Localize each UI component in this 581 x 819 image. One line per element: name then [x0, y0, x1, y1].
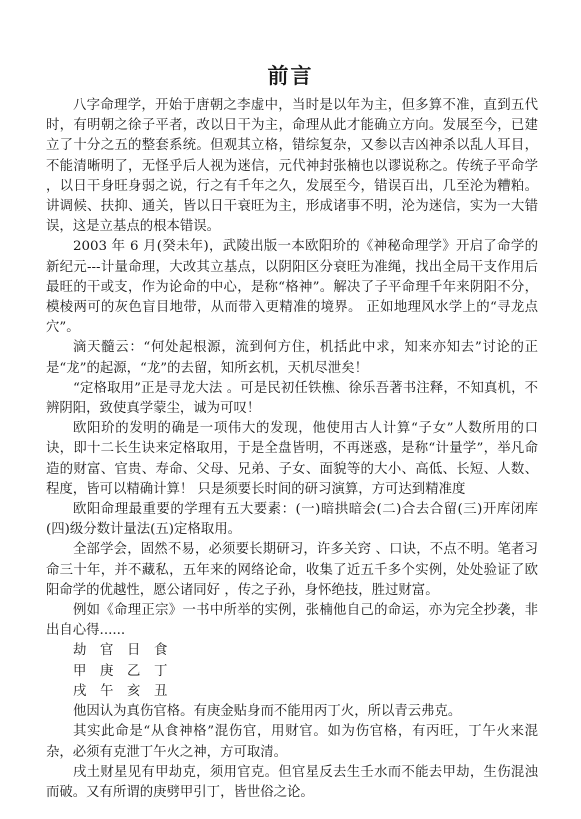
ganzhi-cell: 丑 [154, 683, 168, 699]
page-title: 前言 [267, 63, 314, 88]
paragraph-five-elements: 欧阳命理最重要的学理有五大要素：(一)暗拱暗会(二)合去合留(三)开库闭库(四)级分数计量法(五)定格取用。 [46, 502, 538, 538]
paragraph-example: 例如《命理正宗》一书中所举的实例，张楠他自己的命运，亦为完全抄袭，非出自心得...... [46, 603, 538, 639]
paragraph-shangguan: 他因认为真伤官格。有庚金贴身而不能用丙丁火，所以青云弗克。 [73, 704, 462, 720]
ganzhi-cell: 戌 [73, 683, 87, 699]
ganzhi-cell: 庚 [100, 663, 114, 679]
paragraph-learning: 全部学会，固然不易，必须要长期研习，许多关窍 、口诀，不点不明。笔者习命三十年，并不藏私，五年来的网络论命，收集了近五千多个实例，处处验证了欧阳命学的优越性，愿公诸同好 ，传之子孙，身怀绝技，胜过财富。 [46, 542, 538, 598]
paragraph-intro: 八字命理学，开始于唐朝之李虚中，当时是以年为主，但多算不准，直到五代时，有明朝之徐子平者，改以日干为主，命理从此才能确立方向。发展至今，已建立了十分之五的整套系统。但观其立格，错综复杂，又参以吉凶神杀以乱人耳目，不能清晰明了，无怪乎后人视为迷信，元代神封张楠也以谬说称之。传统子平命学 ，以日干身旺身弱之说，行之有千年之久，发展至今，错误百出，几至沦为糟粕。讲调候、扶抑、通关，皆以日干衰旺为主，形成诸事不明，沦为迷信，实为一大错误，这是立基点的根本错误。 [46, 98, 538, 235]
ganzhi-cell: 劫 [73, 643, 87, 659]
ganzhi-cell: 乙 [127, 663, 141, 679]
paragraph-dingge: “定格取用”正是寻龙大法 。可是民初任铁樵、徐乐吾著书注释，不知真机，不辨阴阳，致使真学蒙尘，诚为可叹！ [46, 380, 538, 417]
ganzhi-cell: 日 [127, 643, 141, 659]
paragraph-ditiansui: 滴天髓云：“何处起根源，流到何方住，机括此中求，知来亦知去”讨论的正是“龙”的起源，“龙”的去留，知所玄机，天机尽泄矣！ [46, 340, 538, 376]
ganzhi-cell: 丁 [154, 663, 168, 679]
ganzhi-cell: 食 [154, 643, 168, 659]
ganzhi-cell: 亥 [127, 683, 141, 699]
ganzhi-row-dizhi [46, 682, 538, 702]
ganzhi-row-tiangan [46, 662, 538, 682]
ganzhi-cell: 午 [100, 683, 114, 699]
paragraph-shishen-ge: 其实此命是“从食神格”混伤官，用财官。如为伤官格，有丙旺，丁午火来混杂，必须有克泄丁午火之神，方可取清。 [46, 724, 538, 760]
ganzhi-row-shishen [46, 641, 538, 661]
paragraph-ouyang-invention: 欧阳玠的发明的确是一项伟大的发现，他使用古人计算“子女”人数所用的口诀，即十二长生诀来定格取用，于是全盘皆明，不再迷惑，是称“计量学”，举凡命造的财富、官贵、寿命、父母、兄弟、子女、面貌等的大小、高低、长短、人数、程度，皆可以精确计算！ 只是须要长时间的研习演算，方可达到精准度 [46, 421, 538, 497]
paragraph-2003: 2003 年 6 月(癸未年)，武陵出版一本欧阳玠的《神秘命理学》开启了命学的新纪元---计量命理，大改其立基点，以阴阳区分衰旺为准绳，找出全局干支作用后最旺的干或支，作为论命的中心，是称“格神”。解决了子平命理千年来阴阳不分，模棱两可的灰色盲目地带，从而带入更精准的境界。 正如地理风水学上的“寻龙点穴”。 [46, 239, 538, 336]
paragraph-caixing: 戌土财星见有甲劫克，须用官克。但官星反去生壬水而不能去甲劫，生伤混浊而破。又有所谓的庚劈甲引丁，皆世俗之论。 [46, 764, 538, 800]
document-body [46, 96, 538, 803]
ganzhi-cell: 官 [100, 643, 114, 659]
ganzhi-cell: 甲 [73, 663, 87, 679]
